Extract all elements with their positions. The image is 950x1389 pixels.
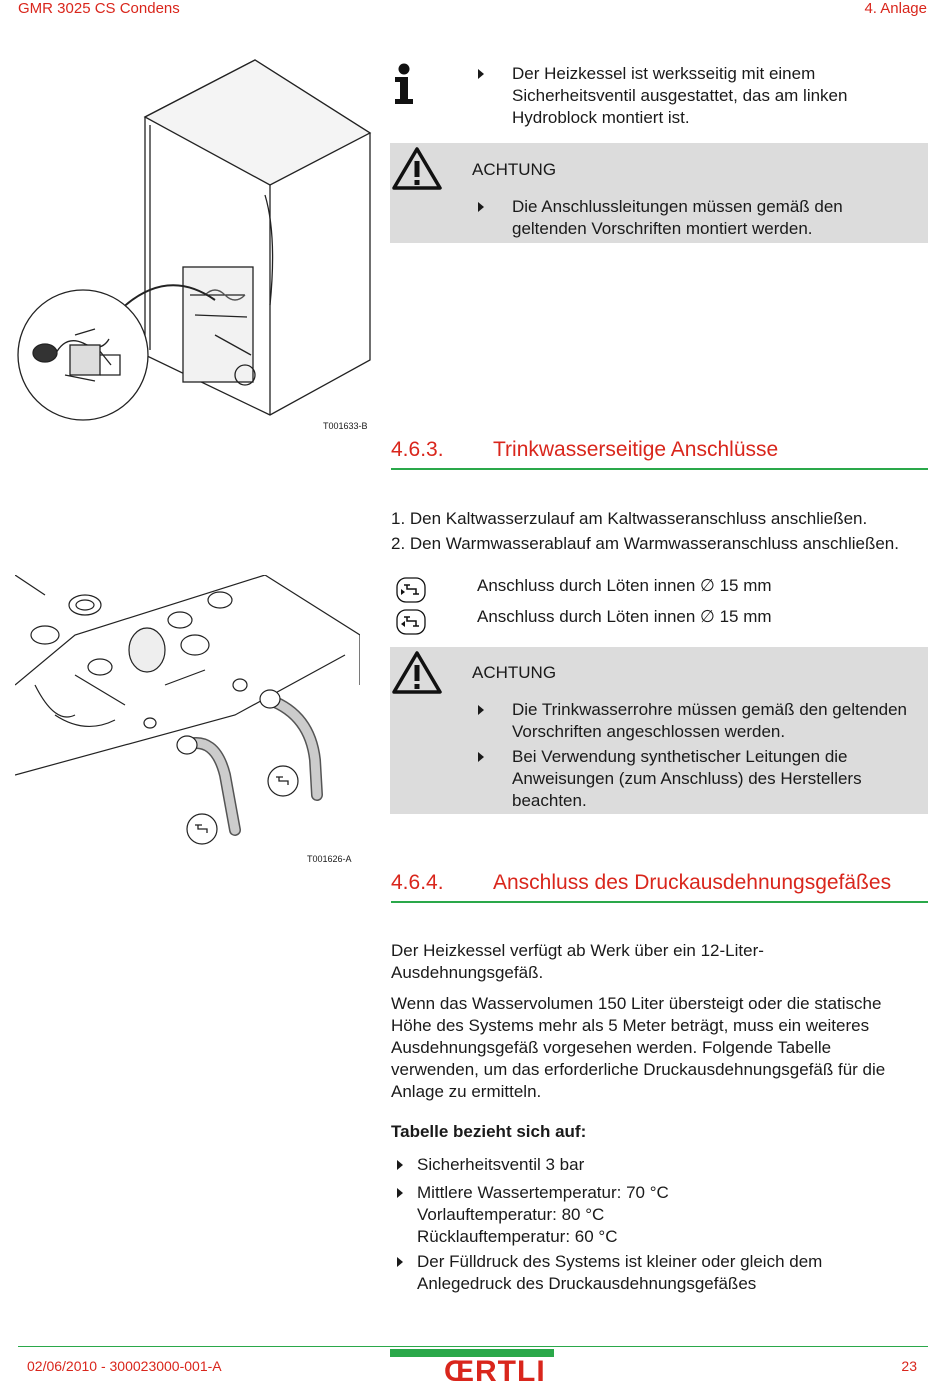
footer-divider bbox=[18, 1346, 928, 1347]
paragraph-line: Höhe des Systems mehr als 5 Meter beträgt, muss ein weiteres bbox=[391, 1016, 870, 1035]
footer-doc-ref: 02/06/2010 - 300023000-001-A bbox=[27, 1358, 222, 1374]
header-chapter: 4. Anlage bbox=[864, 0, 927, 17]
bullet-arrow-icon bbox=[397, 1257, 403, 1267]
warning-item bbox=[478, 699, 928, 743]
warning-line: Bei Verwendung synthetischer Leitungen die bbox=[512, 747, 848, 766]
warning-title: ACHTUNG bbox=[472, 160, 557, 179]
paragraph-line: verwenden, um das erforderliche Druckausdehnungsgefäß für die bbox=[391, 1060, 886, 1079]
info-line: Hydroblock montiert ist. bbox=[512, 108, 690, 127]
paragraph-line: Ausdehnungsgefäß. bbox=[391, 963, 544, 982]
section-title: Anschluss des Druckausdehnungsgefäßes bbox=[493, 871, 892, 894]
bullet-arrow-icon bbox=[478, 705, 484, 715]
paragraph-line: Der Heizkessel verfügt ab Werk über ein 12-Liter- bbox=[391, 941, 764, 960]
bullet-arrow-icon bbox=[478, 69, 484, 79]
paragraph-2 bbox=[391, 993, 936, 1103]
cold-water-tap-icon bbox=[396, 577, 426, 603]
bullet-arrow-icon bbox=[478, 752, 484, 762]
section-divider bbox=[391, 468, 928, 470]
section-number: 4.6.3. bbox=[391, 438, 444, 461]
warning-line: beachten. bbox=[512, 791, 587, 810]
step-2: 2. Den Warmwasserablauf am Warmwasseranschluss anschließen. bbox=[391, 534, 899, 553]
list-line: Anlegedruck des Druckausdehnungsgefäßes bbox=[417, 1274, 757, 1293]
info-icon bbox=[392, 63, 416, 105]
warning-line: Die Trinkwasserrohre müssen gemäß den geltenden bbox=[512, 700, 907, 719]
header-doc-title: GMR 3025 CS Condens bbox=[18, 0, 180, 17]
warning-line: Vorschriften angeschlossen werden. bbox=[512, 722, 786, 741]
figure2-label: T001626-A bbox=[307, 854, 352, 864]
list-item bbox=[397, 1154, 937, 1176]
figure1-label: T001633-B bbox=[323, 421, 368, 431]
paragraph-line: Ausdehnungsgefäß vorgesehen werden. Folgende Tabelle bbox=[391, 1038, 832, 1057]
list-item bbox=[397, 1251, 937, 1295]
warning-item bbox=[478, 746, 928, 812]
list-text: Sicherheitsventil 3 bar bbox=[417, 1155, 585, 1174]
page-number: 23 bbox=[901, 1358, 917, 1374]
warning-line: Anweisungen (zum Anschluss) des Herstellers bbox=[512, 769, 862, 788]
info-item bbox=[478, 63, 928, 129]
section-divider bbox=[391, 901, 928, 903]
paragraph-line: Wenn das Wasservolumen 150 Liter übersteigt oder die statische bbox=[391, 994, 882, 1013]
info-line: Sicherheitsventil ausgestattet, das am linken bbox=[512, 86, 848, 105]
boiler-illustration bbox=[15, 55, 375, 425]
warning-line: geltenden Vorschriften montiert werden. bbox=[512, 219, 813, 238]
oertli-logo: ŒRTLI bbox=[444, 1355, 546, 1388]
connection-text-cold: Anschluss durch Löten innen ∅ 15 mm bbox=[477, 576, 772, 595]
warning-line: Die Anschlussleitungen müssen gemäß den bbox=[512, 197, 843, 216]
paragraph-line: Anlage zu ermitteln. bbox=[391, 1082, 542, 1101]
section-heading-463 bbox=[391, 438, 928, 466]
section-heading-464 bbox=[391, 871, 928, 899]
paragraph-1 bbox=[391, 940, 931, 984]
section-number: 4.6.4. bbox=[391, 871, 444, 894]
info-line: Der Heizkessel ist werksseitig mit einem bbox=[512, 64, 816, 83]
section-title: Trinkwasserseitige Anschlüsse bbox=[493, 438, 779, 461]
step-1: 1. Den Kaltwasserzulauf am Kaltwasseranschluss anschließen. bbox=[391, 509, 868, 528]
bullet-arrow-icon bbox=[397, 1188, 403, 1198]
list-line: Rücklauftemperatur: 60 °C bbox=[417, 1227, 618, 1246]
list-line: Der Fülldruck des Systems ist kleiner oder gleich dem bbox=[417, 1252, 823, 1271]
hot-water-tap-icon bbox=[396, 609, 426, 635]
bullet-arrow-icon bbox=[478, 202, 484, 212]
list-item bbox=[397, 1182, 937, 1248]
water-connections-illustration bbox=[15, 575, 360, 850]
warning-triangle-icon bbox=[392, 651, 442, 694]
warning-title: ACHTUNG bbox=[472, 663, 557, 682]
list-line: Mittlere Wassertemperatur: 70 °C bbox=[417, 1183, 669, 1202]
table-reference-heading: Tabelle bezieht sich auf: bbox=[391, 1122, 587, 1141]
list-line: Vorlauftemperatur: 80 °C bbox=[417, 1205, 605, 1224]
warning-triangle-icon bbox=[392, 147, 442, 190]
bullet-arrow-icon bbox=[397, 1160, 403, 1170]
warning-item bbox=[478, 196, 928, 240]
connection-text-hot: Anschluss durch Löten innen ∅ 15 mm bbox=[477, 607, 772, 626]
